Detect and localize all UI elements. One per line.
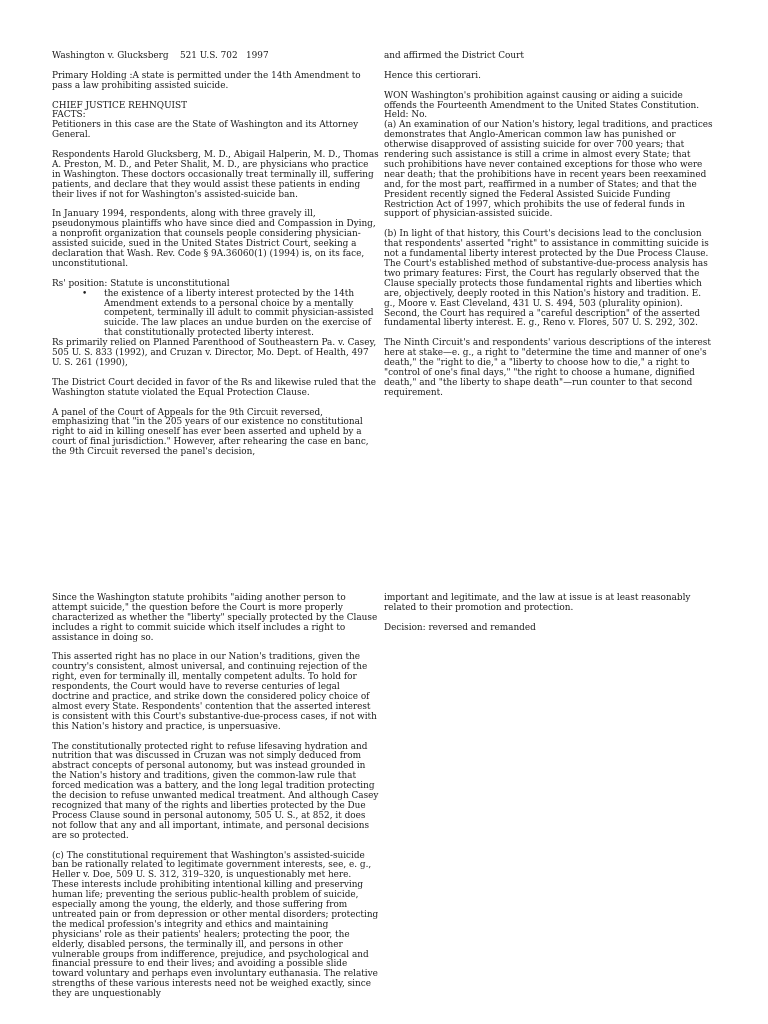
reasoning-paragraph: The constitutionally protected right to refuse lifesaving hydration and nutrition that was discussed in Cruzan was not simply deduced from abstract concepts of personal autonomy, but was instead grounded in the Nation's history and traditions, given the common-law rule that forced medication was a battery, and the long legal tradition protecting the decision to refuse unwanted medical treatment. And although Casey recognized that many of the rights and liberties protected by the Due Process Clause sound in personal autonomy, 505 U. S., at 852, it does not follow that any and all important, intimate, and personal decisions are so protected. [52,741,379,841]
ruling-text: and affirmed the District Court [384,51,524,61]
respondents-position: Rs' position: Statute is unconstitutional [52,278,230,289]
reasoning-paragraph: (a) An examination of our Nation's history, legal traditions, and practices demonstrates that Anglo-American common law has punished or otherwise disapproved of assisting suicide for over 700 years; that rendering such assistance is still a crime in almost every State; that such prohibitions have never contained exceptions for those who were near death; that the prohibitions have in recent years been reexamined and, for the most part, reaffirmed in a number of States; and that the President recently signed the Federal Assisted Suicide Funding Restriction Act of 1997, which prohibits the use of federal funds in support of physician-assisted suicide. [384,120,713,220]
facts-label: FACTS: [52,110,86,121]
reasoning-paragraph: (c) The constitutional requirement that Washington's assisted-suicide ban be rationally related to legitimate government interests, see, e. g., Heller v. Doe, 509 U. S. 312, 319–320, is unquestionably met here. These interests include prohibiting intentional killing and preserving human life; preventing the serious public-health problem of suicide, especially among the young, the elderly, and those suffering from untreated pain or from depression or other mental disorders; protecting the medical profession's integrity and ethics and maintaining physicians' role as their patients' healers; protecting the poor, the elderly, disabled persons, the terminally ill, and persons in other vulnerable groups from indifference, prejudice, and psychological and financial pressure to end their lives; and avoiding a possible slide toward voluntary and perhaps even involuntary euthanasia. The relative strengths of these various interests need not be weighed exactly, since they are unquestionably [52,850,379,1000]
position-bullet: • the existence of a liberty interest protected by the 14th Amendment extends to a personal choice by a mentally competent, terminally ill adult to commit physician-assisted suicide. The law places an undue burden on the exercise of that constitutionally protected liberty interest. [104,290,379,340]
position-list [52,290,379,340]
case-header [52,52,379,62]
page2-left-column [52,594,379,1010]
decision-text: Decision: reversed and remanded [384,622,536,633]
case-year: 1997 [246,51,269,61]
facts-paragraph: In January 1994, respondents, along with three gravely ill, pseudonymous plaintiffs who have since died and Compassion in Dying, a nonprofit organization that counsels people considering physician-assisted suicide, sued in the United States District Court, seeking a declaration that Wash. Rev. Code § 9A.36060(1) (1994) is, on its face, unconstitutional. [52,209,376,269]
page1-right-column [384,52,714,409]
facts-paragraph: The District Court decided in favor of the Rs and likewise ruled that the Washington statute violated the Equal Protection Clause. [52,377,377,398]
primary-holding: Primary Holding :A state is permitted under the 14th Amendment to pass a law prohibiting assisted suicide. [52,70,361,91]
facts-paragraph: Rs primarily relied on Planned Parenthood of Southeastern Pa. v. Casey, 505 U. S. 833 (1992), and Cruzan v. Director, Mo. Dept. of Health, 497 U. S. 261 (1990), [52,338,377,369]
facts-paragraph: Respondents Harold Glucksberg, M. D., Abigail Halperin, M. D., Thomas A. Preston, M. D., and Peter Shalit, M. D., are physicians who practice in Washington. These doctors occasionally treat terminally ill, suffering patients, and declare that they would assist these patients in ending their lives if not for Washington's assisted-suicide ban. [52,150,379,200]
reasoning-paragraph: (b) In light of that history, this Court's decisions lead to the conclusion that respondents' asserted "right" to assistance in committing suicide is not a fundamental liberty interest protected by the Due Process Clause. The Court's established method of substantive-due-process analysis has two primary features: First, the Court has regularly observed that the Clause specially protects those fundamental rights and liberties which are, objectively, deeply rooted in this Nation's history and tradition. E. g., Moore v. East Cleveland, 431 U. S. 494, 503 (plurality opinion). Second, the Court has required a "careful description" of the asserted fundamental liberty interest. E. g., Reno v. Flores, 507 U. S. 292, 302. [384,229,709,329]
reasoning-paragraph: important and legitimate, and the law at issue is at least reasonably related to their promotion and protection. [384,593,691,613]
facts-paragraph: Petitioners in this case are the State of Washington and its Attorney General. [52,120,359,141]
reasoning-paragraph: This asserted right has no place in our Nation's traditions, given the country's consistent, almost universal, and continuing rejection of the right, even for terminally ill, mentally competent adults. To hold for respondents, the Court would have to reverse centuries of legal doctrine and practice, and strike down the considered policy choice of almost every State. Respondents' contention that the asserted interest is consistent with this Court's substantive-due-process cases, if not with this Nation's history and practice, is unpersuasive. [52,652,377,732]
facts-paragraph: A panel of the Court of Appeals for the 9th Circuit reversed, emphasizing that "in the 205 years of our existence no constitutional right to aid in killing oneself has ever been asserted and upheld by a court of final jurisdiction." However, after rehearing the case en banc, the 9th Circuit reversed the panel's decision, [52,407,369,458]
page2-right-column [384,594,714,644]
reasoning-paragraph: The Ninth Circuit's and respondents' various descriptions of the interest here at stake—e. g., a right to "determine the time and manner of one's death," the "right to die," a "liberty to choose how to die," a right to "control of one's final days," "the right to choose a humane, dignified death," and "the liberty to shape death"—run counter to that second requirement. [384,338,711,398]
held-text: Held: No. [384,110,428,121]
justice-name: CHIEF JUSTICE REHNQUIST [52,100,188,111]
case-cite: 521 U.S. 702 [180,51,238,61]
reasoning-paragraph: Since the Washington statute prohibits "aiding another person to attempt suicide," the question before the Court is more properly characterized as whether the "liberty" specially protected by the Clause includes a right to commit suicide which itself includes a right to assistance in doing so. [52,593,378,643]
ruling-text: Hence this certiorari. [384,70,481,81]
page1-left-column [52,52,379,468]
issue-text: WON Washington's prohibition against causing or aiding a suicide offends the Fourteenth Amendment to the United States Constitution. [384,90,700,111]
case-name: Washington v. Glucksberg [52,51,169,61]
